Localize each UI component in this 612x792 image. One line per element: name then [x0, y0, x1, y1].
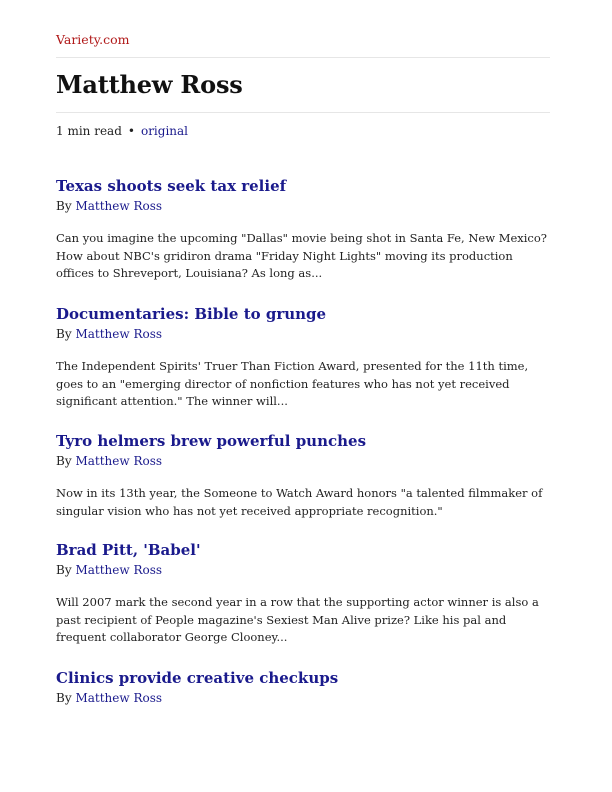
by-label: By: [56, 327, 72, 341]
byline: [56, 690, 550, 706]
title-divider: [56, 112, 550, 113]
author-link[interactable]: Matthew Ross: [75, 691, 163, 705]
byline: [56, 453, 550, 469]
read-time: 1 min read: [56, 124, 122, 138]
article-title-link[interactable]: Documentaries: Bible to grunge: [56, 305, 327, 323]
article-item: [56, 304, 550, 411]
article-title-link[interactable]: Texas shoots seek tax relief: [56, 177, 287, 195]
article-item: [56, 431, 550, 520]
byline: [56, 326, 550, 342]
original-link[interactable]: original: [140, 124, 189, 138]
article-item: [56, 176, 550, 283]
article-summary: Can you imagine the upcoming "Dallas" movie being shot in Santa Fe, New Mexico? How about NBC's gridiron drama "Friday Night Lights" moving its production offices to Shreveport, Louisiana? As long as...: [56, 231, 547, 280]
by-label: By: [56, 563, 72, 577]
site-link[interactable]: Variety.com: [56, 32, 130, 47]
header-divider: [56, 57, 550, 58]
article-item: [56, 668, 550, 706]
meta-separator: •: [127, 124, 135, 138]
article-summary: Now in its 13th year, the Someone to Watch Award honors "a talented filmmaker of singular vision who has not yet received appropriate recognition.": [56, 486, 543, 518]
page-title: Matthew Ross: [56, 70, 243, 99]
author-link[interactable]: Matthew Ross: [75, 327, 163, 341]
author-link[interactable]: Matthew Ross: [75, 454, 163, 468]
by-label: By: [56, 454, 72, 468]
article-title-link[interactable]: Brad Pitt, 'Babel': [56, 541, 201, 559]
by-label: By: [56, 691, 72, 705]
author-link[interactable]: Matthew Ross: [75, 563, 163, 577]
author-link[interactable]: Matthew Ross: [75, 199, 163, 213]
by-label: By: [56, 199, 72, 213]
article-summary: Will 2007 mark the second year in a row that the supporting actor winner is also a past recipient of People magazine's Sexiest Man Alive prize? Like his pal and frequent collaborator George Clooney...: [56, 595, 539, 644]
byline: [56, 198, 550, 214]
article-meta: [56, 124, 188, 138]
article-title-link[interactable]: Tyro helmers brew powerful punches: [56, 432, 367, 450]
article-item: [56, 540, 550, 647]
article-title-link[interactable]: Clinics provide creative checkups: [56, 669, 339, 687]
article-summary: The Independent Spirits' Truer Than Fiction Award, presented for the 11th time, goes to an "emerging director of nonfiction features who has not yet received significant attention." The winner will...: [56, 359, 529, 408]
byline: [56, 562, 550, 578]
